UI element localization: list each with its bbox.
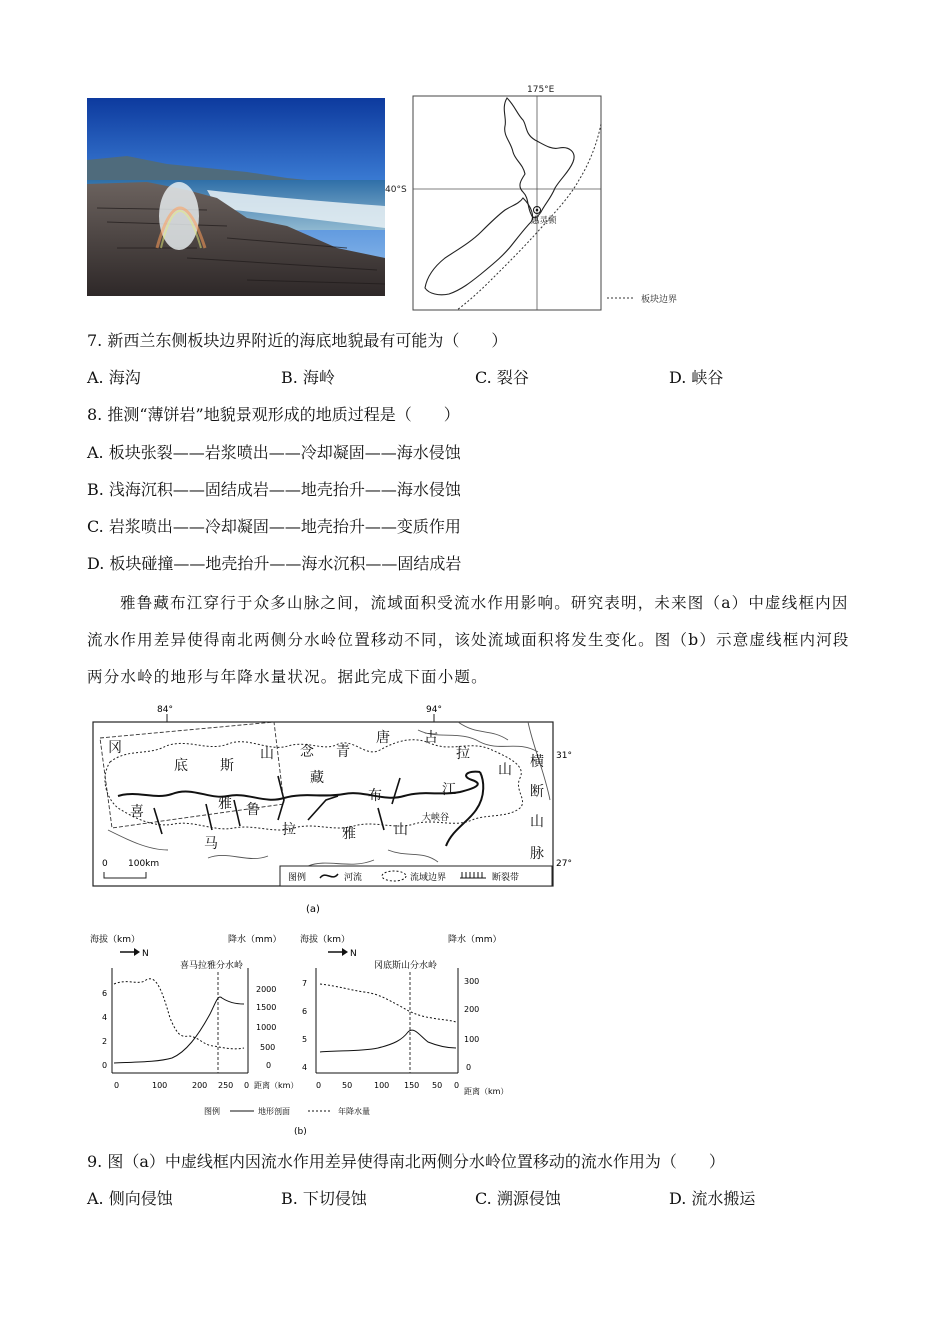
svg-text:0: 0 xyxy=(102,859,108,869)
profiles-svg xyxy=(88,928,508,1138)
pancake-rocks-photo xyxy=(87,98,385,296)
label-xi: 喜 xyxy=(130,804,144,820)
svg-text:0: 0 xyxy=(102,1061,108,1070)
label-qing: 青 xyxy=(336,744,350,760)
chart2-precip-line xyxy=(320,984,456,1022)
label-nian: 念 xyxy=(300,744,314,760)
svg-text:100km: 100km xyxy=(128,859,160,869)
svg-text:100: 100 xyxy=(152,1081,168,1090)
new-zealand-map xyxy=(385,80,705,312)
chart1-right-axis-label: 降水（mm） xyxy=(228,935,282,945)
svg-text:0: 0 xyxy=(266,1061,272,1070)
legend-fault-label: 断裂带 xyxy=(492,873,520,883)
svg-text:6: 6 xyxy=(302,1007,308,1016)
legend-basin-label: 流域边界 xyxy=(410,873,447,883)
svg-text:100: 100 xyxy=(374,1081,390,1090)
label-jiang: 江 xyxy=(442,782,456,798)
plate-boundary-line xyxy=(457,124,601,310)
label-gu: 古 xyxy=(424,730,438,746)
q9-option-b[interactable]: B. 下切侵蚀 xyxy=(281,1189,367,1208)
longitude-label: 175°E xyxy=(527,85,555,95)
legend-river-label: 河流 xyxy=(344,873,363,883)
chart1-left-axis-label: 海拔（km） xyxy=(90,935,140,945)
svg-text:0: 0 xyxy=(114,1081,120,1090)
fig-a-legend-title: 图例 xyxy=(288,873,307,883)
scale-bar xyxy=(102,859,159,878)
label-duan: 断 xyxy=(530,784,544,800)
chart2-north-label: N xyxy=(350,949,357,959)
svg-text:100: 100 xyxy=(464,1035,480,1044)
city-label: 惠灵顿 xyxy=(531,216,557,226)
svg-text:4: 4 xyxy=(102,1013,108,1022)
label-ma: 马 xyxy=(204,836,218,852)
fig-b-caption: (b) xyxy=(294,1127,307,1137)
north-island xyxy=(504,98,574,218)
chart1-title: 喜马拉雅分水岭 xyxy=(180,961,244,971)
label-mai: 脉 xyxy=(530,846,544,862)
q8-stem: 8. 推测“薄饼岩”地貌景观形成的地质过程是（ ） xyxy=(87,405,460,424)
svg-text:7: 7 xyxy=(302,979,308,988)
svg-text:6: 6 xyxy=(102,989,108,998)
svg-text:250: 250 xyxy=(218,1081,234,1090)
label-tang: 唐 xyxy=(376,730,390,746)
svg-text:50: 50 xyxy=(432,1081,443,1090)
gangdise-profile-chart xyxy=(300,933,508,1096)
label-shan-2: 山 xyxy=(498,762,512,778)
q9-stem: 9. 图（a）中虚线框内因流水作用差异使得南北两侧分水岭位置移动的流水作用为（ ） xyxy=(87,1152,725,1171)
figure-b-profiles xyxy=(88,928,508,1138)
passage-line-3: 两分水岭的地形与年降水量状况。据此完成下面小题。 xyxy=(87,668,488,686)
svg-text:2: 2 xyxy=(102,1037,108,1046)
q9-option-c[interactable]: C. 溯源侵蚀 xyxy=(475,1189,561,1208)
passage-line-2: 流水作用差异使得南北两侧分水岭位置移动不同，该处流域面积将发生变化。图（b）示意虚线框内河段 xyxy=(87,631,850,649)
chart1-x-label: 距离（km） xyxy=(254,1081,299,1090)
svg-text:2000: 2000 xyxy=(256,985,277,994)
legend-terrain-label: 地形剖面 xyxy=(258,1107,290,1116)
q7-option-a[interactable]: A. 海沟 xyxy=(87,368,141,387)
label-shan-4: 山 xyxy=(530,814,544,830)
chart2-terrain-line xyxy=(320,1030,456,1052)
chart2-right-axis-label: 降水（mm） xyxy=(448,935,502,945)
q7-option-b[interactable]: B. 海岭 xyxy=(281,368,335,387)
north-arrow-icon-2 xyxy=(342,948,348,956)
q7-option-d[interactable]: D. 峡谷 xyxy=(669,368,724,387)
q9-option-a[interactable]: A. 侧向侵蚀 xyxy=(87,1189,173,1208)
gorge-label: 大峡谷 xyxy=(422,813,450,823)
label-bu: 布 xyxy=(368,788,382,804)
q8-option-c[interactable]: C. 岩浆喷出——冷却凝固——地壳抬升——变质作用 xyxy=(87,517,461,536)
legend-precip-label: 年降水量 xyxy=(338,1107,370,1116)
label-zang: 藏 xyxy=(310,770,324,786)
label-ya-2: 雅 xyxy=(342,826,356,842)
svg-text:1000: 1000 xyxy=(256,1023,277,1032)
chart2-title: 冈底斯山分水岭 xyxy=(374,961,438,971)
svg-text:150: 150 xyxy=(404,1081,420,1090)
passage-line-1: 雅鲁藏布江穿行于众多山脉之间，流域面积受流水作用影响。研究表明，未来图（a）中虚线框内因 xyxy=(120,594,849,612)
figure-a-map xyxy=(88,700,588,920)
nz-map-svg xyxy=(385,80,705,312)
q9-option-d[interactable]: D. 流水搬运 xyxy=(669,1189,756,1208)
label-si: 斯 xyxy=(220,758,234,774)
lon-84-label: 84° xyxy=(157,705,173,715)
svg-text:0: 0 xyxy=(466,1063,472,1072)
south-island xyxy=(425,198,533,295)
q7-stem: 7. 新西兰东侧板块边界附近的海底地貌最有可能为（ ） xyxy=(87,331,508,350)
label-lu: 鲁 xyxy=(246,802,260,818)
svg-text:1500: 1500 xyxy=(256,1003,277,1012)
chart1-north-label: N xyxy=(142,949,149,959)
svg-text:4: 4 xyxy=(302,1063,308,1072)
label-gang: 冈 xyxy=(108,740,122,756)
latitude-label: 40°S xyxy=(385,185,407,195)
q8-option-b[interactable]: B. 浅海沉积——固结成岩——地壳抬升——海水侵蚀 xyxy=(87,480,461,499)
chart1-precip-line xyxy=(114,979,244,1049)
chart2-x-label: 距离（km） xyxy=(464,1087,508,1096)
label-shan-1: 山 xyxy=(260,746,274,762)
pancake-rocks-illustration xyxy=(87,98,385,296)
lon-94-label: 94° xyxy=(426,705,442,715)
svg-text:0: 0 xyxy=(454,1081,460,1090)
svg-text:0: 0 xyxy=(316,1081,322,1090)
svg-text:200: 200 xyxy=(192,1081,208,1090)
label-heng: 横 xyxy=(530,754,544,770)
lat-31-label: 31° xyxy=(556,751,572,761)
q7-option-c[interactable]: C. 裂谷 xyxy=(475,368,529,387)
svg-text:50: 50 xyxy=(342,1081,353,1090)
north-arrow-icon xyxy=(134,948,140,956)
q8-option-a[interactable]: A. 板块张裂——岩浆喷出——冷却凝固——海水侵蚀 xyxy=(87,443,461,462)
svg-text:200: 200 xyxy=(464,1005,480,1014)
fig-a-caption: (a) xyxy=(306,904,320,915)
label-di: 底 xyxy=(174,758,188,774)
svg-text:500: 500 xyxy=(260,1043,276,1052)
label-la-2: 拉 xyxy=(282,822,296,838)
yarlung-tsangpo-river xyxy=(118,772,480,800)
label-la-1: 拉 xyxy=(456,746,470,762)
yarlung-map-svg xyxy=(88,700,588,920)
label-shan-3: 山 xyxy=(394,822,408,838)
chart2-left-axis-label: 海拔（km） xyxy=(300,935,350,945)
label-ya: 雅 xyxy=(218,796,232,812)
q8-option-d[interactable]: D. 板块碰撞——地壳抬升——海水沉积——固结成岩 xyxy=(87,554,462,573)
svg-text:5: 5 xyxy=(302,1035,308,1044)
map-frame xyxy=(413,96,601,310)
svg-text:300: 300 xyxy=(464,977,480,986)
chart1-terrain-line xyxy=(114,997,244,1063)
himalaya-profile-chart xyxy=(90,933,298,1090)
fig-b-legend-title: 图例 xyxy=(204,1107,220,1116)
legend-label: 板块边界 xyxy=(641,295,678,305)
svg-text:0: 0 xyxy=(244,1081,250,1090)
lat-27-label: 27° xyxy=(556,859,572,869)
